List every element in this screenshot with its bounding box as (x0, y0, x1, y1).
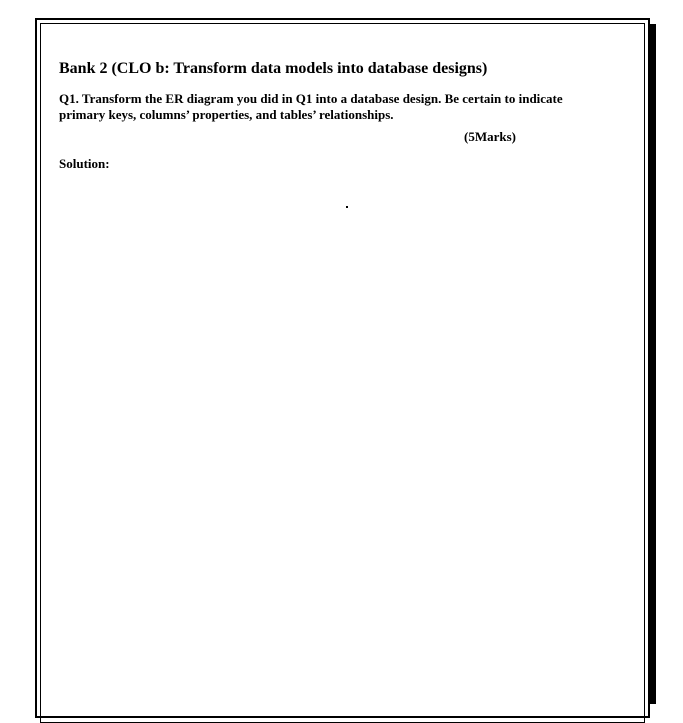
stray-dot (346, 206, 348, 208)
question-line-1: Q1. Transform the ER diagram you did in Q1 into a database design. Be certain to indicate (59, 91, 563, 106)
question-text (59, 91, 619, 123)
marks-label: (5Marks) (464, 129, 516, 144)
page-border-shadow (650, 24, 656, 704)
bank-title: Bank 2 (CLO b: Transform data models into database designs) (59, 60, 488, 77)
document-body (59, 58, 619, 172)
solution-label: Solution: (59, 156, 110, 171)
question-line-2: primary keys, columns’ properties, and tables’ relationships. (59, 107, 394, 122)
